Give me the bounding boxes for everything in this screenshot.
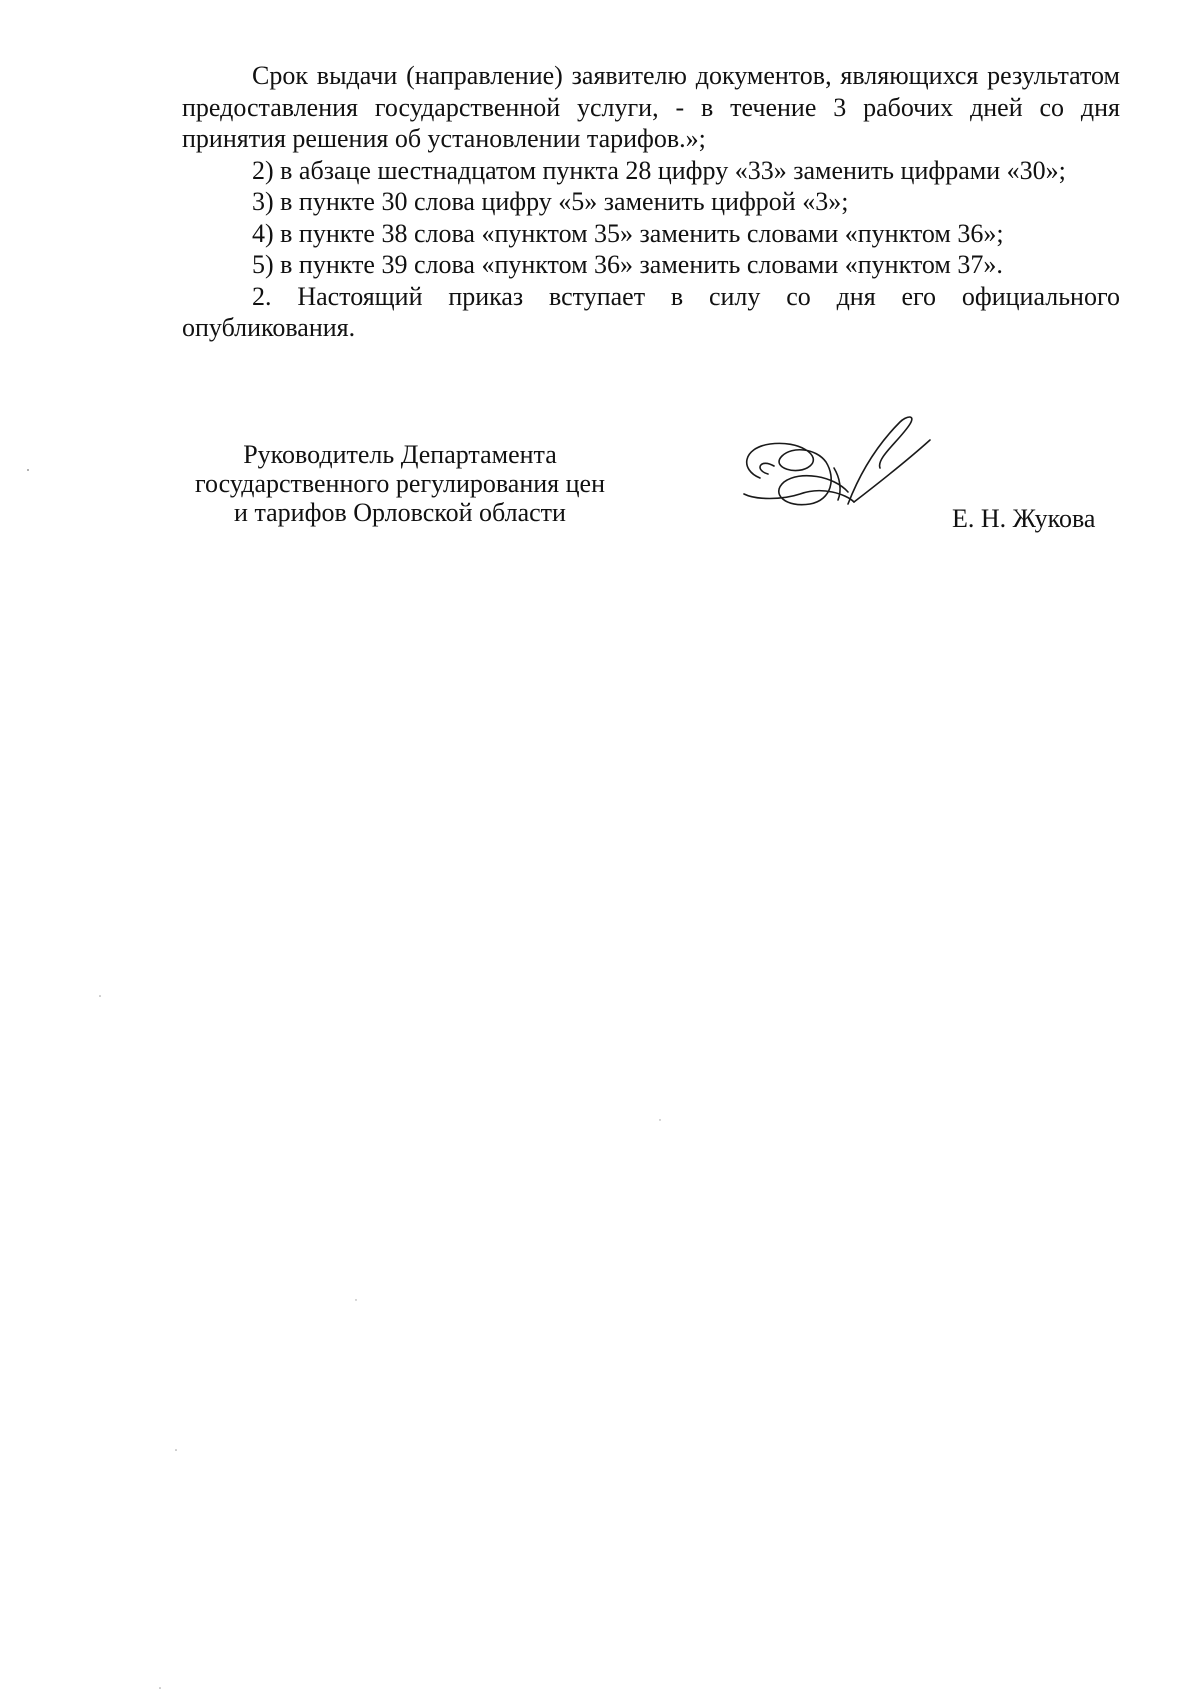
signer-name: Е. Н. Жукова: [952, 504, 1096, 533]
paragraph-effective-date: 2. Настоящий приказ вступает в силу со дня его официального опубликования.: [182, 281, 1120, 342]
paragraph-item-4: 4) в пункте 38 слова «пунктом 35» заменить словами «пунктом 36»;: [252, 218, 1004, 248]
signer-position-line-2: государственного регулирования цен: [195, 469, 605, 498]
signer-position-line-3: и тарифов Орловской области: [234, 498, 566, 527]
paragraph-item-5: 5) в пункте 39 слова «пунктом 36» заменить словами «пунктом 37».: [252, 250, 1003, 279]
signer-position-line-1: Руководитель Департамента: [243, 440, 557, 469]
paragraph-item-3: 3) в пункте 30 слова цифру «5» заменить цифрой «3»;: [252, 187, 849, 216]
paragraph-item-2: 2) в абзаце шестнадцатом пункта 28 цифру «33» заменить цифрами «30»;: [252, 155, 1066, 185]
paragraph-issuance-term: Срок выдачи (направление) заявителю документов, являющихся результатом предоставления государственной услуги, - в течение 3 рабочих дней со дня принятия решения об установлении тарифов.»;: [182, 61, 1120, 153]
